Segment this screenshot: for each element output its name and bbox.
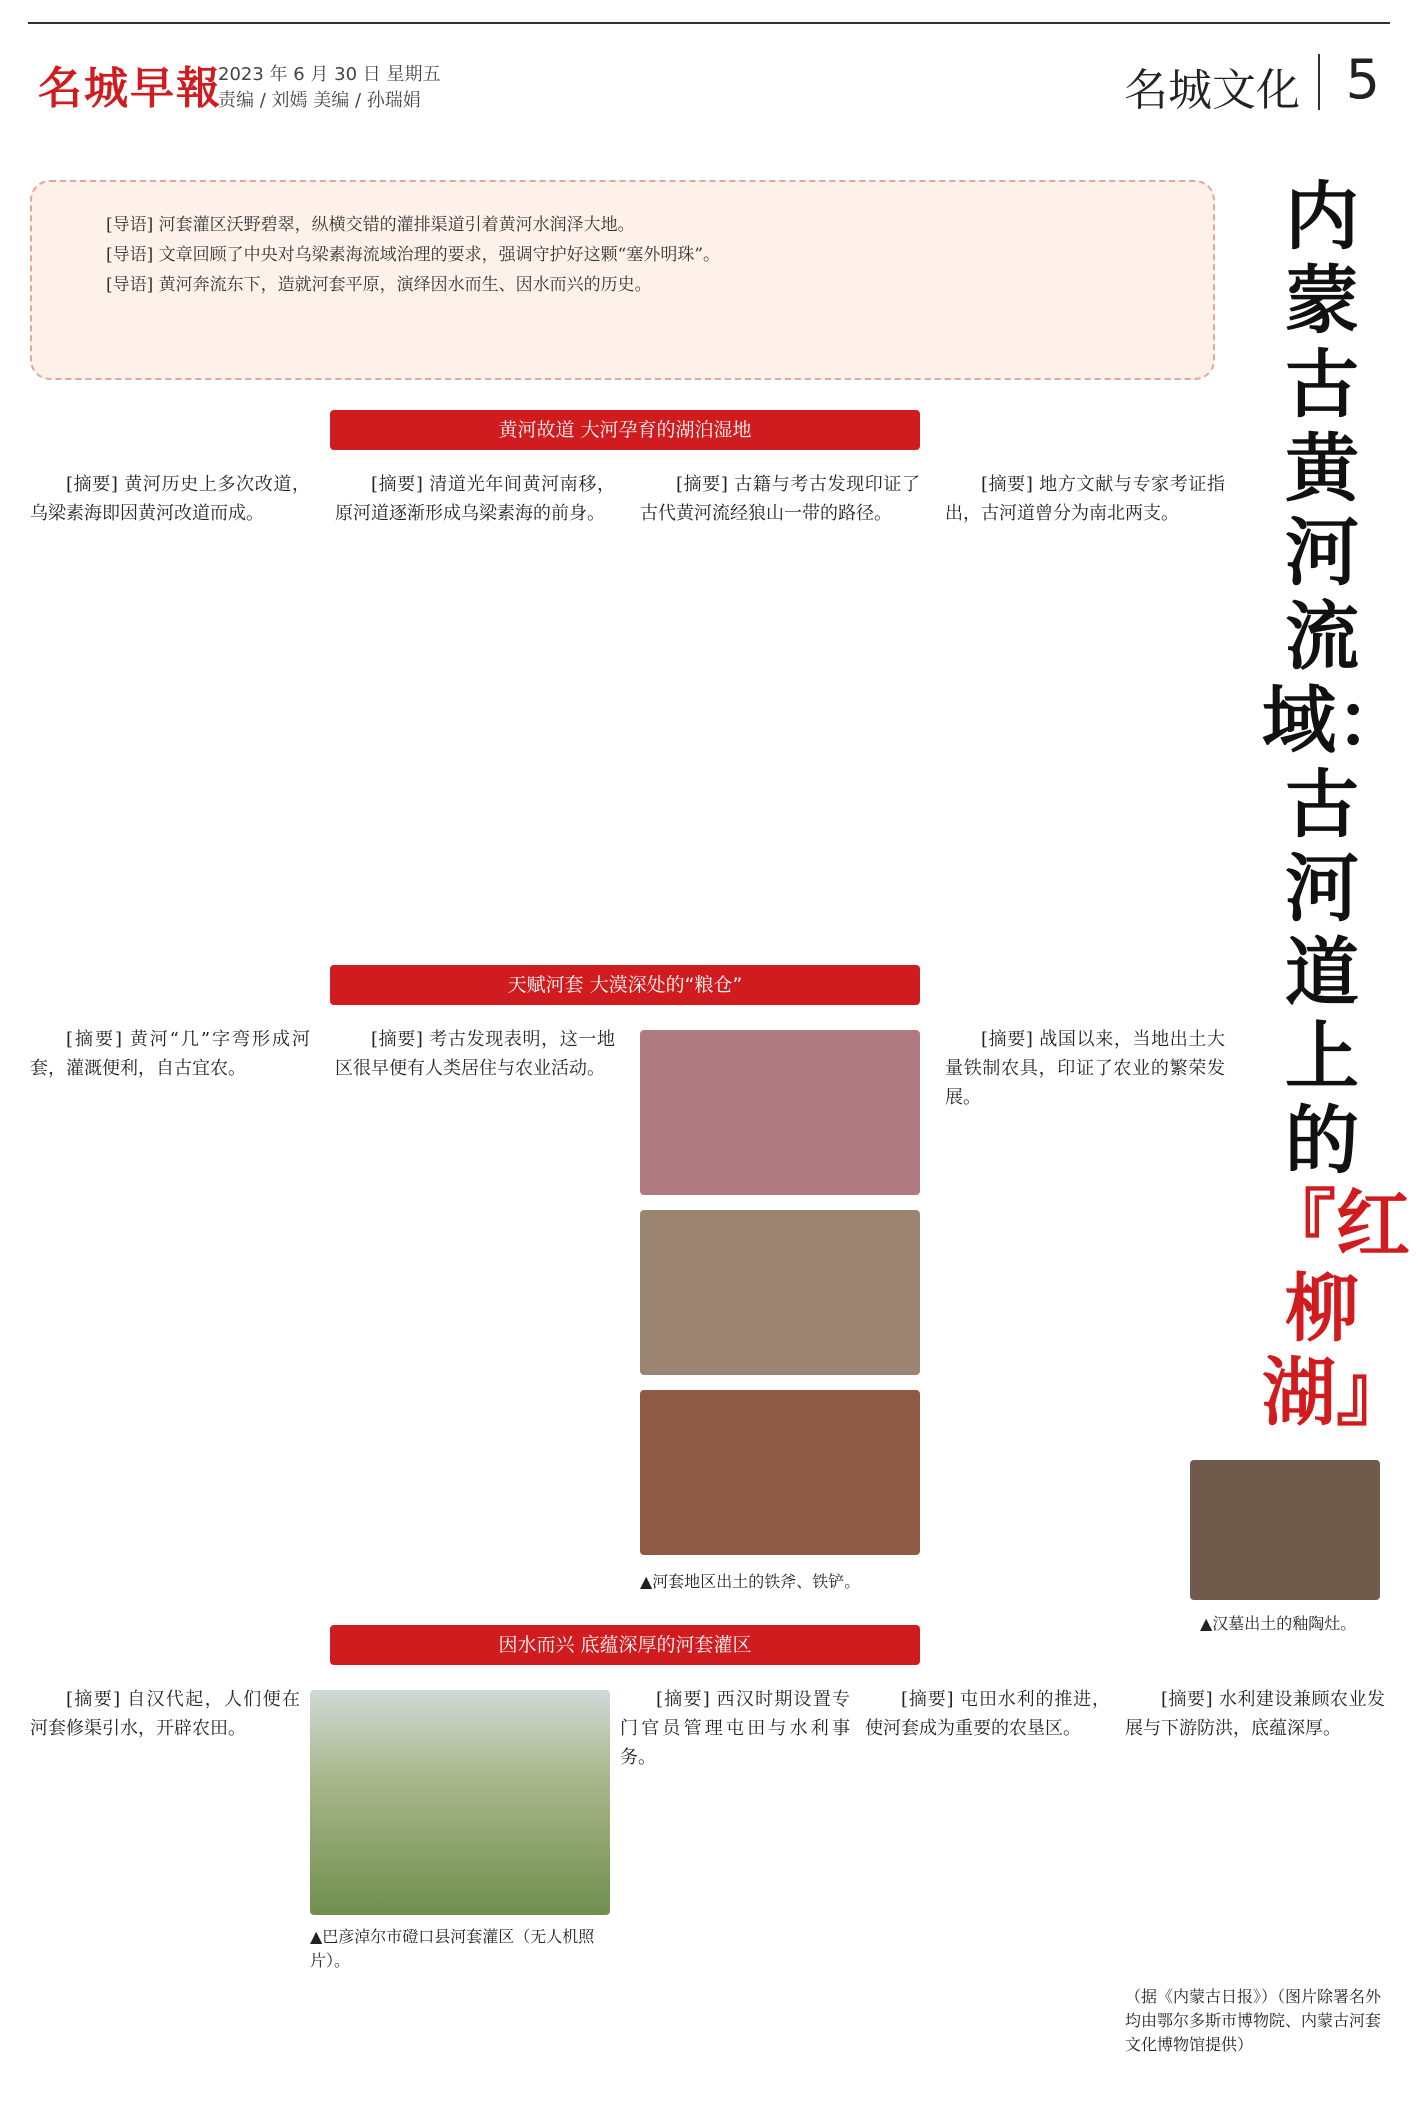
- headline-text: 内蒙古黄河流域：古河道上的: [1262, 174, 1410, 1184]
- headline-highlight: 『红柳湖』: [1262, 1182, 1410, 1436]
- iron-axe-photo: [640, 1030, 920, 1195]
- section-title-bar: 天赋河套 大漠深处的“粮仓”: [330, 965, 920, 1005]
- page-number: 5: [1345, 48, 1380, 111]
- section-title-bar: 黄河故道 大河孕育的湖泊湿地: [330, 410, 920, 450]
- glazed-pottery-stove-photo: [1190, 1460, 1380, 1600]
- article-column: [摘要] 黄河“几”字弯形成河套，灌溉便利，自古宜农。: [30, 1029, 310, 1079]
- section-name: 名城文化: [1124, 65, 1300, 116]
- article-column: [摘要] 古籍与考古发现印证了古代黄河流经狼山一带的路径。: [640, 474, 920, 524]
- article-column: [摘要] 考古发现表明，这一地区很早便有人类居住与农业活动。: [335, 1029, 615, 1079]
- article-column: [摘要] 地方文献与专家考证指出，古河道曾分为南北两支。: [945, 474, 1225, 524]
- section-title-bar: 因水而兴 底蕴深厚的河套灌区: [330, 1625, 920, 1665]
- section-divider: [1318, 54, 1320, 110]
- intro-paragraph: [导语] 河套灌区沃野碧翠，纵横交错的灌排渠道引着黄河水润泽大地。: [106, 215, 635, 235]
- article-column: [摘要] 黄河历史上多次改道，乌梁素海即因黄河改道而成。: [30, 474, 310, 524]
- iron-shovel-photo: [640, 1390, 920, 1555]
- masthead: [28, 22, 1390, 114]
- photo-credit: （据《内蒙古日报》）（图片除署名外均由鄂尔多斯市博物院、内蒙古河套文化博物馆提供）: [1125, 1987, 1382, 2054]
- article-column: [摘要] 战国以来，当地出土大量铁制农具，印证了农业的繁荣发展。: [945, 1029, 1225, 1108]
- intro-paragraph: [导语] 文章回顾了中央对乌梁素海流域治理的要求，强调守护好这颗“塞外明珠”。: [106, 245, 721, 265]
- photo-caption: ▲巴彦淖尔市磴口县河套灌区（无人机照片）。: [310, 1927, 595, 1970]
- intro-paragraph: [导语] 黄河奔流东下，造就河套平原，演绎因水而生、因水而兴的历史。: [106, 275, 652, 295]
- newspaper-logo: 名城早報: [38, 63, 222, 114]
- article-column: [摘要] 自汉代起，人们便在河套修渠引水，开辟农田。: [30, 1689, 300, 1739]
- photo-caption: ▲河套地区出土的铁斧、铁铲。: [640, 1572, 861, 1591]
- issue-meta: [218, 62, 441, 114]
- article-column: [摘要] 水利建设兼顾农业发展与下游防洪，底蕴深厚。: [1125, 1689, 1385, 1739]
- intro-box: [30, 180, 1215, 380]
- iron-axe-photo: [640, 1210, 920, 1375]
- issue-date: 2023 年 6 月 30 日 星期五: [218, 64, 441, 85]
- article-column: [摘要] 屯田水利的推进，使河套成为重要的农垦区。: [865, 1689, 1110, 1739]
- issue-editors: 责编 / 刘嫣 美编 / 孙瑞娟: [218, 90, 421, 111]
- headline: [1262, 174, 1410, 1436]
- article-column: [摘要] 清道光年间黄河南移，原河道逐渐形成乌梁素海的前身。: [335, 474, 615, 524]
- irrigation-district-aerial-photo: [310, 1690, 610, 1915]
- article-column: [摘要] 西汉时期设置专门官员管理屯田与水利事务。: [620, 1689, 850, 1768]
- photo-caption: ▲汉墓出土的釉陶灶。: [1200, 1614, 1357, 1633]
